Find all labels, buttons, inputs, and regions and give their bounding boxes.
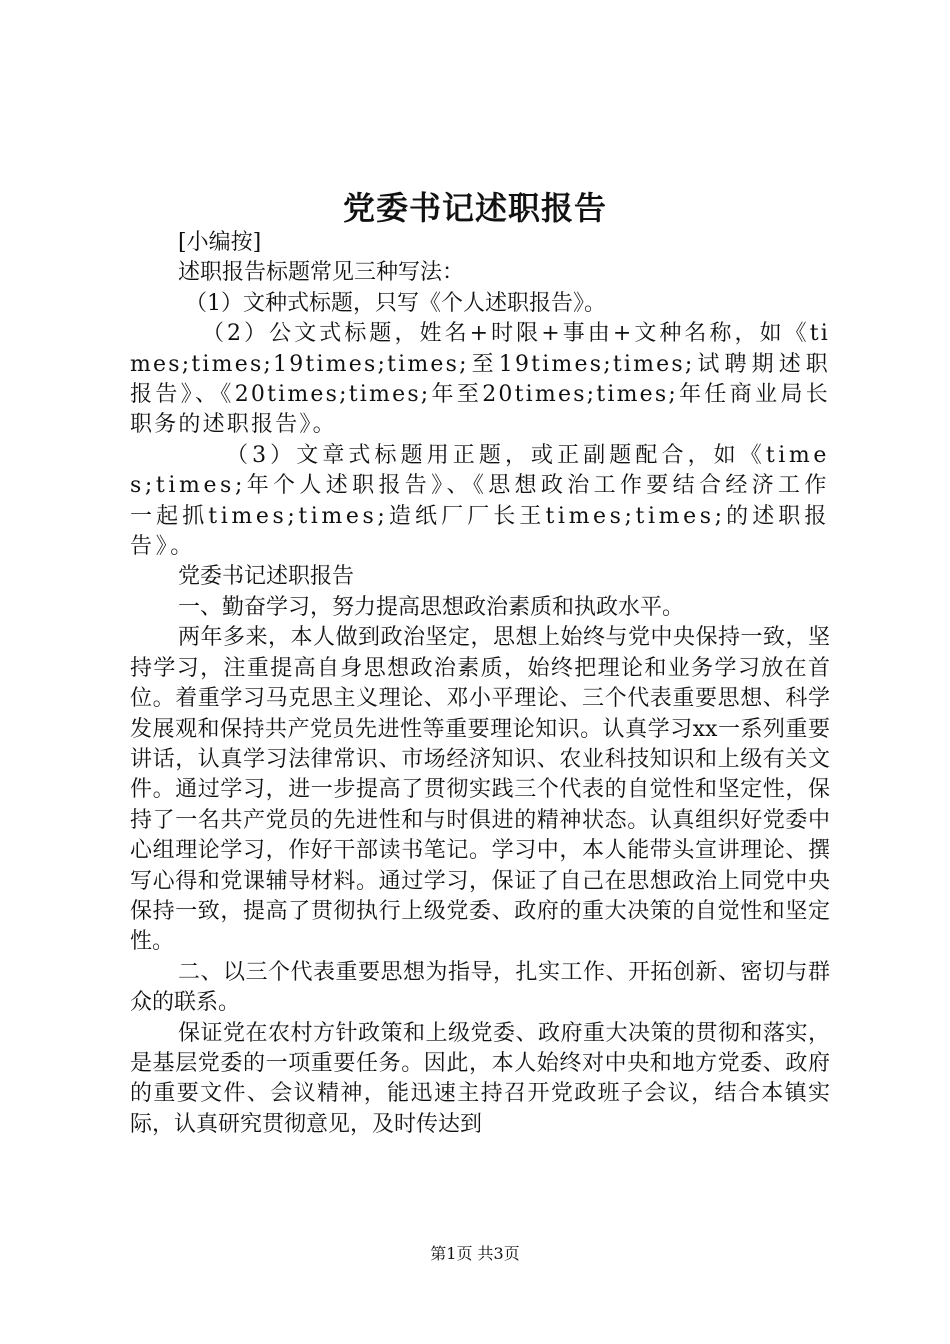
paragraph-title-methods: 述职报告标题常见三种写法： [178,260,465,286]
paragraph-implementation: 保证党在农村方针政策和上级党委、政府重大决策的贯彻和落实，是基层党委的一项重要任务。因此，本人始终对中央和地方党委、政府的重要文件、会议精神，能迅速主持召开党政班子会议，结合本镇实际，认真研究贯彻意见，及时传达到 [130,1020,830,1137]
page-indicator: 第1页 共3页 [430,1244,520,1263]
editor-note-label: [小编按] [178,230,262,255]
document-body [130,228,830,1140]
section-heading-1: 一、勤奋学习，努力提高思想政治素质和执政水平。 [178,594,685,620]
paragraph-study: 两年多来，本人做到政治坚定，思想上始终与党中央保持一致，坚持学习，注重提高自身思想政治素质，始终把理论和业务学习放在首位。着重学习马克思主义理论、邓小平理论、三个代表重要思想、科学发展观和保持共产党员先进性等重要理论知识。认真学习xx一系列重要讲话，认真学习法律常识、市场经济知识、农业科技知识和上级有关文件。通过学习，进一步提高了贯彻实践三个代表的自觉性和坚定性，保持了一名共产党员的先进性和与时俱进的精神状态。认真组织好党委中心组理论学习，作好干部读书笔记。学习中，本人能带头宣讲理论、撰写心得和党课辅导材料。通过学习，保证了自己在思想政治上同党中央保持一致，提高了贯彻执行上级党委、政府的重大决策的自觉性和坚定性。 [130,625,830,955]
section-heading-2: 二、以三个代表重要思想为指导，扎实工作、开拓创新、密切与群众的联系。 [130,959,830,1016]
section-title-report: 党委书记述职报告 [178,564,355,590]
paragraph-method-3: （3）文章式标题用正题，或正副题配合，如《times;times;年个人述职报告》、《思想政治工作要结合经济工作一起抓times;times;造纸厂厂长王times;times;的述职报告》。 [130,442,830,560]
document-title: 党委书记述职报告 [342,189,607,227]
paragraph-method-2: （2）公文式标题，姓名+时限+事由+文种名称，如《times;times;19times;times;至19times;times;试聘期述职报告》、《20times;times;年至20times;times;年任商业局长职务的述职报告》。 [130,321,830,438]
paragraph-method-1: （1）文种式标题，只写《个人述职报告》。 [185,290,606,316]
